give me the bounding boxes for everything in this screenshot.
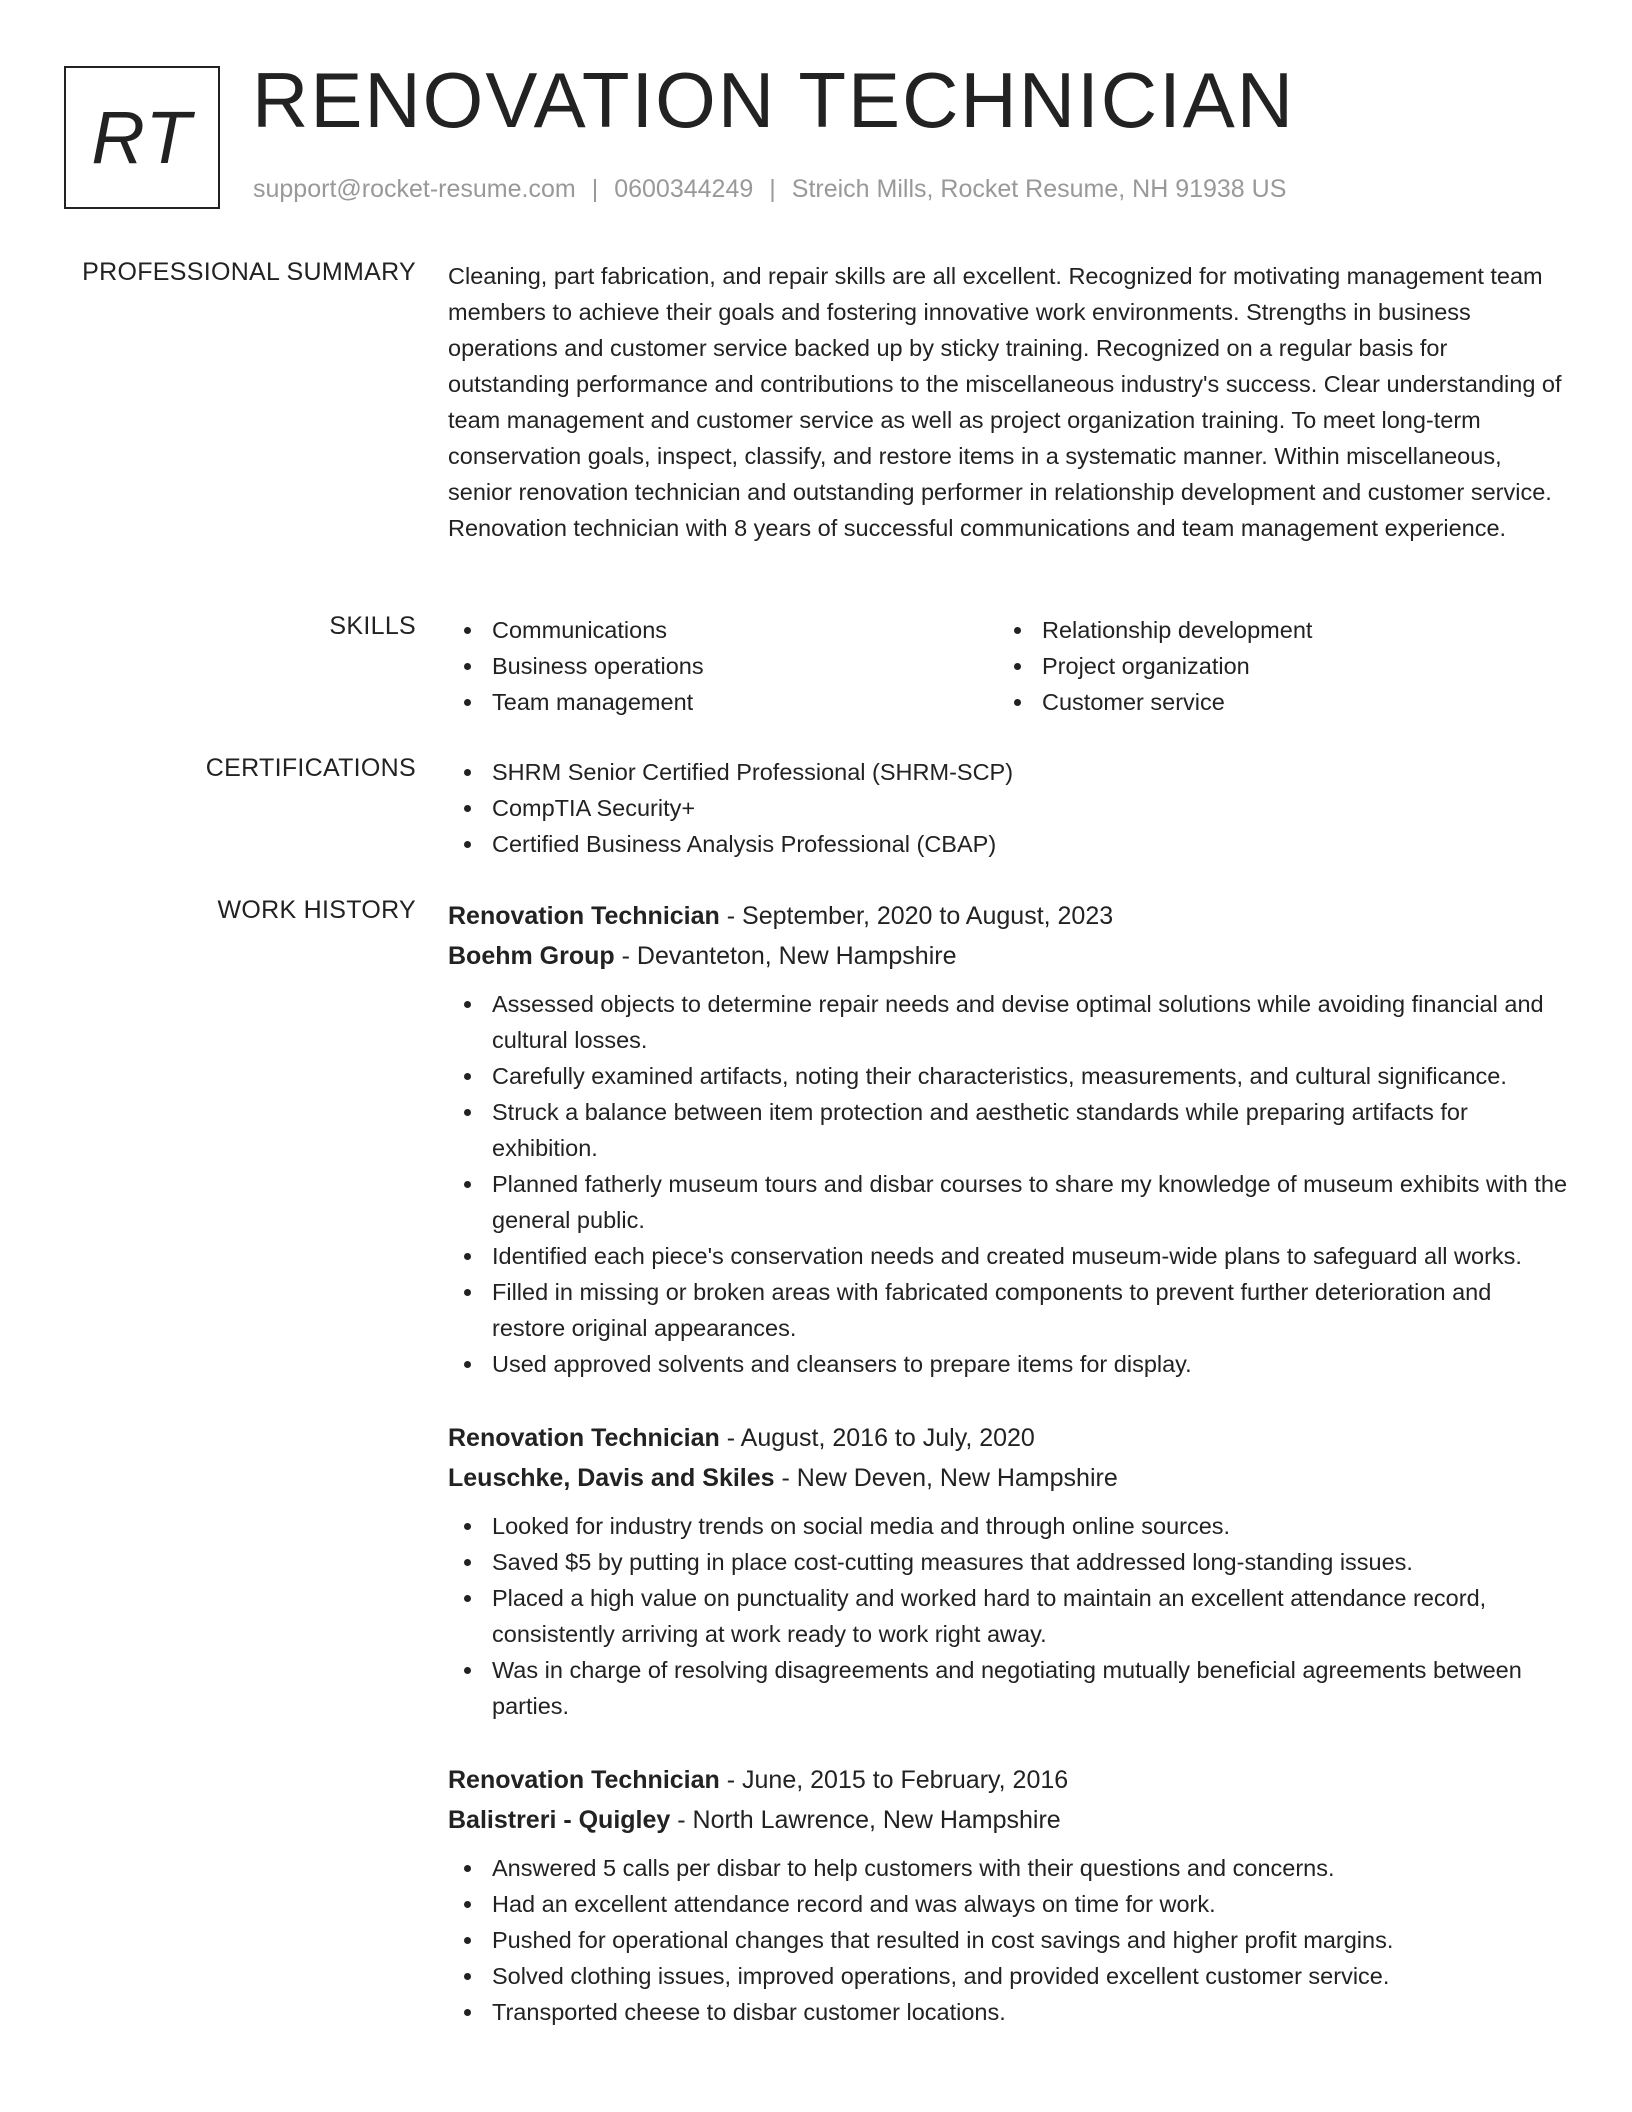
contact-phone: 0600344249 [614, 175, 754, 203]
job-company: Balistreri - Quigley [448, 1806, 671, 1834]
job-duties [448, 986, 1568, 1382]
work-history-heading: WORK HISTORY [217, 896, 416, 924]
job-duty-item: Solved clothing issues, improved operations, and provided excellent customer service. [448, 1958, 1568, 1994]
job-title-line [448, 1760, 1568, 1800]
skill-item: Communications [448, 612, 998, 648]
job-duty-item: Used approved solvents and cleansers to prepare items for display. [448, 1346, 1568, 1382]
certifications-list [448, 754, 1568, 862]
skill-item: Relationship development [998, 612, 1548, 648]
job-duty-item: Looked for industry trends on social media and through online sources. [448, 1508, 1568, 1544]
job-dates: - September, 2020 to August, 2023 [719, 902, 1114, 930]
skill-item: Project organization [998, 648, 1548, 684]
job-company-line [448, 1800, 1568, 1840]
job-duty-item: Transported cheese to disbar customer locations. [448, 1994, 1568, 2030]
job-entry [448, 1418, 1568, 1724]
contact-line [253, 175, 1286, 204]
job-role: Renovation Technician [448, 902, 720, 930]
skill-item: Customer service [998, 684, 1548, 720]
skills-heading: SKILLS [329, 612, 416, 640]
job-company-line [448, 936, 1568, 976]
job-duty-item: Assessed objects to determine repair needs and devise optimal solutions while avoiding financial and cultural losses. [448, 986, 1568, 1058]
job-duties [448, 1850, 1568, 2030]
job-title-line [448, 896, 1568, 936]
skill-item: Team management [448, 684, 998, 720]
certification-item: SHRM Senior Certified Professional (SHRM-SCP) [448, 754, 1568, 790]
summary-heading: PROFESSIONAL SUMMARY [82, 258, 416, 286]
job-duty-item: Struck a balance between item protection and aesthetic standards while preparing artifacts for exhibition. [448, 1094, 1568, 1166]
job-entry [448, 896, 1568, 1382]
contact-address: Streich Mills, Rocket Resume, NH 91938 US [791, 175, 1287, 203]
certification-item: Certified Business Analysis Professional (CBAP) [448, 826, 1568, 862]
job-company: Boehm Group [448, 942, 615, 970]
job-duty-item: Filled in missing or broken areas with fabricated components to prevent further deterioration and restore original appearances. [448, 1274, 1568, 1346]
job-duty-item: Saved $5 by putting in place cost-cutting measures that addressed long-standing issues. [448, 1544, 1568, 1580]
summary-text: Cleaning, part fabrication, and repair skills are all excellent. Recognized for motivating management team members to achieve their goals and fostering innovative work environments. Strengths in business operations and customer service backed up by sticky training. Recognized on a regular basis for outstanding performance and contributions to the miscellaneous industry's success. Clear understanding of team management and customer service as well as project organization training. To meet long-term conservation goals, inspect, classify, and restore items in a systematic manner. Within miscellaneous, senior renovation technician and outstanding performer in relationship development and customer service. Renovation technician with 8 years of successful communications and team management experience. [448, 263, 1562, 541]
job-duty-item: Carefully examined artifacts, noting their characteristics, measurements, and cultural significance. [448, 1058, 1568, 1094]
job-duty-item: Answered 5 calls per disbar to help customers with their questions and concerns. [448, 1850, 1568, 1886]
contact-email: support@rocket-resume.com [253, 175, 576, 203]
job-duty-item: Placed a high value on punctuality and worked hard to maintain an excellent attendance record, consistently arriving at work ready to work right away. [448, 1580, 1568, 1652]
job-duty-item: Identified each piece's conservation needs and created museum-wide plans to safeguard all works. [448, 1238, 1568, 1274]
work-history-list [448, 896, 1568, 2066]
job-company: Leuschke, Davis and Skiles [448, 1464, 775, 1492]
monogram-text: RT [91, 96, 193, 179]
contact-separator: | [591, 175, 599, 203]
job-location: - North Lawrence, New Hampshire [670, 1806, 1061, 1834]
job-company-line [448, 1458, 1568, 1498]
job-title-line [448, 1418, 1568, 1458]
job-entry [448, 1760, 1568, 2030]
job-location: - Devanteton, New Hampshire [614, 942, 957, 970]
job-duty-item: Had an excellent attendance record and was always on time for work. [448, 1886, 1568, 1922]
skills-list [448, 612, 1568, 720]
job-duties [448, 1508, 1568, 1724]
job-location: - New Deven, New Hampshire [774, 1464, 1118, 1492]
skill-item: Business operations [448, 648, 998, 684]
job-duty-item: Pushed for operational changes that resulted in cost savings and higher profit margins. [448, 1922, 1568, 1958]
skills-column-left [448, 612, 998, 720]
job-role: Renovation Technician [448, 1424, 720, 1452]
certification-item: CompTIA Security+ [448, 790, 1568, 826]
certifications-heading: CERTIFICATIONS [205, 754, 416, 782]
job-role: Renovation Technician [448, 1766, 720, 1794]
job-duty-item: Was in charge of resolving disagreements and negotiating mutually beneficial agreements between parties. [448, 1652, 1568, 1724]
job-dates: - August, 2016 to July, 2020 [719, 1424, 1035, 1452]
resume-title: RENOVATION TECHNICIAN [252, 56, 1296, 144]
job-dates: - June, 2015 to February, 2016 [719, 1766, 1069, 1794]
monogram-box [64, 66, 220, 209]
contact-separator: | [769, 175, 776, 203]
skills-column-right [998, 612, 1548, 720]
job-duty-item: Planned fatherly museum tours and disbar courses to share my knowledge of museum exhibits with the general public. [448, 1166, 1568, 1238]
